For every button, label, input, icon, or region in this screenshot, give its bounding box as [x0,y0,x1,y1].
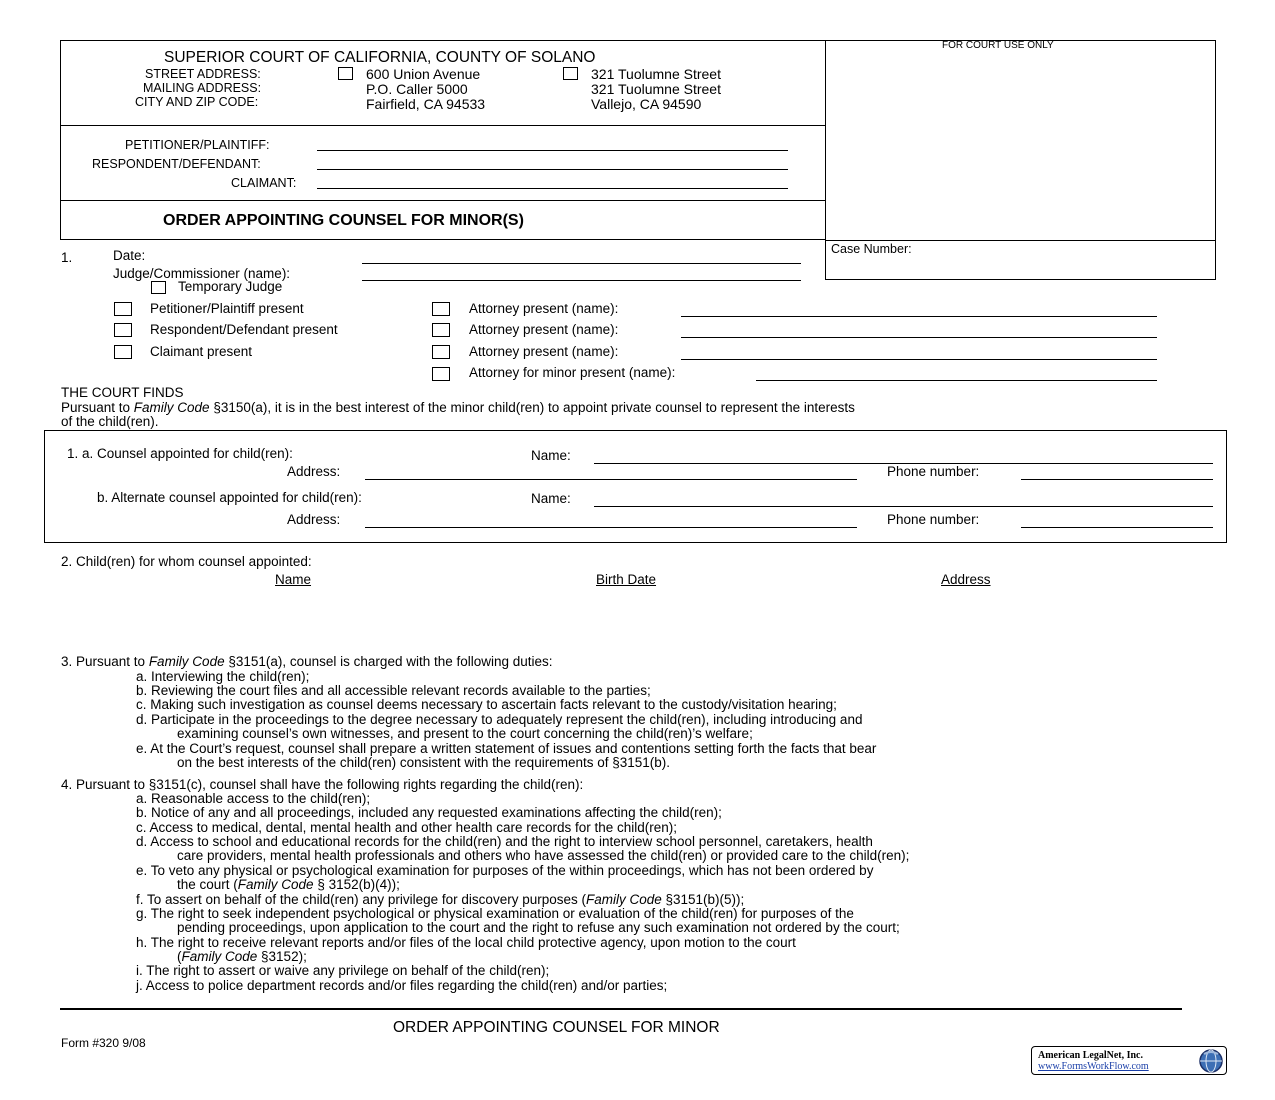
temporary-judge-checkbox[interactable] [151,281,166,294]
counsel-a-address-label: Address: [287,464,341,479]
duty-e2: on the best interests of the child(ren) consistent with the requirements of §3151(b). [177,755,671,770]
city-label: CITY AND ZIP CODE: [135,95,259,109]
form-title: ORDER APPOINTING COUNSEL FOR MINOR(S) [163,212,524,229]
respondent-label: RESPONDENT/DEFENDANT: [92,157,261,171]
respondent-field[interactable] [317,169,788,170]
petitioner-present-checkbox[interactable] [114,302,132,316]
petitioner-field[interactable] [317,150,788,151]
attorney-minor-label: Attorney for minor present (name): [469,365,676,380]
attorney2-field[interactable] [681,337,1157,338]
counsel-b-label: b. Alternate counsel appointed for child(ren): [97,490,362,505]
court-use-label: FOR COURT USE ONLY [942,40,1054,51]
petitioner-present-label: Petitioner/Plaintiff present [150,301,304,316]
counsel-a-name-label: Name: [531,448,571,463]
counsel-a-address-field[interactable] [365,479,857,480]
loc2-mailing: 321 Tuolumne Street [591,81,721,97]
duty-a: a. Interviewing the child(ren); [136,669,310,684]
col-address: Address [941,572,991,587]
attorney3-checkbox[interactable] [432,345,450,359]
location-vallejo-checkbox[interactable] [563,67,578,80]
duty-c: c. Making such investigation as counsel deems necessary to ascertain facts relevant to the custody/visitation hearing; [136,697,837,712]
location-fairfield-checkbox[interactable] [338,67,353,80]
attorney1-label: Attorney present (name): [469,301,619,316]
findings-text-end: of the child(ren). [61,414,159,429]
attorney3-label: Attorney present (name): [469,344,619,359]
form-number: Form #320 9/08 [61,1036,146,1050]
right-e1: e. To veto any physical or psychological examination for purposes of the within proceedings, which has not been ordered by [136,863,874,878]
findings-text: Pursuant to Family Code §3150(a), it is in the best interest of the minor child(ren) to appoint private counsel to represent the interests [61,400,855,415]
rights-heading: 4. Pursuant to §3151(c), counsel shall have the following rights regarding the child(ren): [61,777,584,792]
right-d2: care providers, mental health professionals and others who have assessed the child(ren) or provided care to the child(ren); [177,848,910,863]
date-label: Date: [113,248,146,263]
hearing-number: 1. [61,250,73,265]
loc1-mailing: P.O. Caller 5000 [366,81,468,97]
attorney2-label: Attorney present (name): [469,322,619,337]
right-g1: g. The right to seek independent psychological or physical examination or evaluation of the child(ren) for purposes of the [136,906,854,921]
counsel-b-name-field[interactable] [594,506,1213,507]
counsel-b-phone-label: Phone number: [887,512,980,527]
claimant-label: CLAIMANT: [231,176,297,190]
temporary-judge-label: Temporary Judge [178,279,283,294]
counsel-a-phone-field[interactable] [1021,479,1213,480]
children-heading: 2. Child(ren) for whom counsel appointed: [61,554,312,569]
loc1-street: 600 Union Avenue [366,66,481,82]
right-e2: the court (Family Code § 3152(b)(4)); [177,877,400,892]
counsel-b-address-field[interactable] [365,527,857,528]
col-name: Name [275,572,312,587]
attorney2-checkbox[interactable] [432,323,450,337]
right-f: f. To assert on behalf of the child(ren) any privilege for discovery purposes (Family Code §3151(b)(5)); [136,892,745,907]
globe-logo-icon [1198,1048,1224,1074]
right-j: j. Access to police department records and/or files regarding the child(ren) and/or parties; [136,978,668,993]
respondent-present-checkbox[interactable] [114,323,132,337]
street-label: STREET ADDRESS: [145,67,261,81]
counsel-a-label: 1. a. Counsel appointed for child(ren): [67,446,293,461]
duty-b: b. Reviewing the court files and all accessible relevant records available to the parties; [136,683,651,698]
counsel-b-phone-field[interactable] [1021,527,1213,528]
footer-title: ORDER APPOINTING COUNSEL FOR MINOR [393,1019,720,1036]
right-h1: h. The right to receive relevant reports and/or files of the local child protective agency, upon motion to the court [136,935,796,950]
attorney-minor-checkbox[interactable] [432,367,450,381]
claimant-present-checkbox[interactable] [114,345,132,359]
respondent-present-label: Respondent/Defendant present [150,322,338,337]
petitioner-label: PETITIONER/PLAINTIFF: [125,138,270,152]
mailing-label: MAILING ADDRESS: [143,81,262,95]
right-b: b. Notice of any and all proceedings, included any requested examinations affecting the child(ren); [136,805,722,820]
col-birth-date: Birth Date [596,572,657,587]
attorney1-checkbox[interactable] [432,302,450,316]
attorney-minor-field[interactable] [756,380,1157,381]
judge-field[interactable] [362,280,801,281]
court-finds-heading: THE COURT FINDS [61,385,184,400]
brand-url[interactable]: www.FormsWorkFlow.com [1038,1061,1149,1072]
loc2-street: 321 Tuolumne Street [591,66,721,82]
counsel-a-phone-label: Phone number: [887,464,980,479]
loc2-city: Vallejo, CA 94590 [591,96,702,112]
duty-d1: d. Participate in the proceedings to the degree necessary to adequately represent the child(ren), including introducing and [136,712,863,727]
court-name: SUPERIOR COURT OF CALIFORNIA, COUNTY OF SOLANO [164,49,596,66]
brand-name: American LegalNet, Inc. [1038,1050,1143,1061]
attorney3-field[interactable] [681,359,1157,360]
date-field[interactable] [362,263,801,264]
claimant-present-label: Claimant present [150,344,253,359]
case-number-label: Case Number: [831,242,912,256]
right-i: i. The right to assert or waive any privilege on behalf of the child(ren); [136,963,550,978]
brand-badge [1031,1046,1227,1075]
duty-e1: e. At the Court’s request, counsel shall prepare a written statement of issues and contentions setting forth the facts that bear [136,741,877,756]
attorney1-field[interactable] [681,316,1157,317]
duties-heading: 3. Pursuant to Family Code §3151(a), counsel is charged with the following duties: [61,654,553,669]
claimant-field[interactable] [317,188,788,189]
right-c: c. Access to medical, dental, mental health and other health care records for the child(ren); [136,820,678,835]
duty-d2: examining counsel’s own witnesses, and present to the court concerning the child(ren)’s welfare; [177,726,753,741]
footer-rule [60,1008,1182,1010]
counsel-b-address-label: Address: [287,512,341,527]
right-d1: d. Access to school and educational records for the child(ren) and the right to interview school personnel, caretakers, health [136,834,873,849]
right-a: a. Reasonable access to the child(ren); [136,791,371,806]
right-g2: pending proceedings, upon application to the court and the right to refuse any such examination not ordered by the court; [177,920,900,935]
right-h2: (Family Code §3152); [177,949,307,964]
judge-label: Judge/Commissioner (name): [113,266,291,281]
counsel-b-name-label: Name: [531,491,571,506]
loc1-city: Fairfield, CA 94533 [366,96,486,112]
